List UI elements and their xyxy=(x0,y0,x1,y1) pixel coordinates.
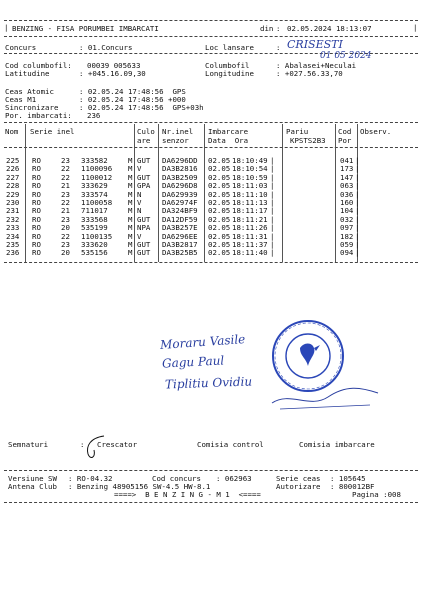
header-top-rule xyxy=(4,20,418,21)
row-sex: M xyxy=(128,156,133,165)
row-sensor: DA3B257E xyxy=(162,223,198,233)
row-sex: M xyxy=(128,198,133,207)
row-year: 21 xyxy=(61,206,70,216)
antena-value: : Benzing 48905156 SW-4.5 HW-8.1 xyxy=(68,482,211,491)
row-sensor: DA3B2509 xyxy=(162,172,198,182)
row-cod-bar: | xyxy=(355,214,360,224)
row-sex: M xyxy=(128,189,133,199)
row-time-bar: | xyxy=(270,206,275,216)
col-sep-2 xyxy=(134,124,135,262)
row-date: 02.05 xyxy=(208,181,231,191)
row-cod-bar: | xyxy=(355,240,360,249)
report-datetime: 02.05.2024 18:13:07 xyxy=(287,24,372,33)
col-header-pariu-1: Pariu xyxy=(286,127,309,136)
row-date: 02.05 xyxy=(208,214,231,224)
row-year: 23 xyxy=(61,240,70,249)
row-year: 21 xyxy=(61,181,70,191)
row-cod: 160 xyxy=(340,198,354,207)
row-sensor: DA12DF59 xyxy=(162,214,198,224)
row-cod: 059 xyxy=(340,240,354,249)
row-nom: 231 xyxy=(6,206,20,216)
row-year: 22 xyxy=(61,172,70,182)
row-sex: M xyxy=(128,164,133,174)
row-time-bar: | xyxy=(270,223,275,233)
signature-3: Tiplitiu Ovidiu xyxy=(164,374,253,392)
row-sensor: DA62974F xyxy=(162,198,198,207)
row-sensor: DA3B2817 xyxy=(162,240,198,249)
row-ring-number: 1100096 xyxy=(81,164,113,174)
autorizare-label: Autorizare xyxy=(276,482,321,491)
sincronizare-value: : 02.05.24 17:48:56 GPS+03h xyxy=(79,103,204,112)
col-header-pariu-2: KPSTS2B3 xyxy=(290,136,326,145)
row-nom: 225 xyxy=(6,156,20,165)
row-sex: M xyxy=(128,240,133,249)
row-time: 18:11:13 xyxy=(232,198,268,207)
loc-lansare-label: Loc lansare xyxy=(205,43,254,52)
row-cod-bar: | xyxy=(355,189,360,199)
row-time-bar: | xyxy=(270,189,275,199)
row-color: V xyxy=(137,231,142,241)
row-nom: 230 xyxy=(6,198,20,207)
table-header-rule xyxy=(4,147,418,148)
row-ring-number: 1100012 xyxy=(81,172,113,182)
page-number: Pagina :008 xyxy=(352,490,401,499)
row-country: RO xyxy=(32,181,41,191)
row-time: 18:10:49 xyxy=(232,156,268,165)
row-cod: 032 xyxy=(340,214,354,224)
row-sensor: DA629939 xyxy=(162,189,198,199)
row-time: 18:11:17 xyxy=(232,206,268,216)
row-cod-bar: | xyxy=(355,231,360,241)
row-nom: 235 xyxy=(6,240,20,249)
table-top-rule xyxy=(4,122,418,123)
row-ring-number: 333574 xyxy=(81,189,108,199)
row-color: GPA xyxy=(137,181,151,191)
comisia-imbarcare-label: Comisia imbarcare xyxy=(299,440,375,449)
row-year: 20 xyxy=(61,223,70,233)
row-time-bar: | xyxy=(270,172,275,182)
col-header-cod-1: Cod xyxy=(338,127,352,136)
signature-1: Moraru Vasile xyxy=(159,332,246,352)
row-time: 18:11:03 xyxy=(232,181,268,191)
row-time: 18:11:10 xyxy=(232,189,268,199)
row-date: 02.05 xyxy=(208,164,231,174)
row-cod: 041 xyxy=(340,156,354,165)
row-sensor: DA324BF9 xyxy=(162,206,198,216)
row-cod: 094 xyxy=(340,248,354,258)
row-cod-bar: | xyxy=(355,223,360,233)
row-time-bar: | xyxy=(270,164,275,174)
row-ring-number: 1100135 xyxy=(81,231,113,241)
row-color: GUT xyxy=(137,156,151,165)
row-country: RO xyxy=(32,189,41,199)
row-cod: 097 xyxy=(340,223,354,233)
semnaturi-label: Semnaturi xyxy=(8,440,49,449)
row-country: RO xyxy=(32,248,41,258)
serie-ceas-label: Serie ceas xyxy=(276,474,321,483)
row-ring-number: 333568 xyxy=(81,214,108,224)
signature-2: Gagu Paul xyxy=(161,353,225,371)
row-time-bar: | xyxy=(270,240,275,249)
col-header-observ: Observ. xyxy=(360,127,392,136)
col-header-cod-2: Por xyxy=(338,136,352,145)
autorizare-value: : 800012BF xyxy=(330,482,375,491)
row-color: GUT xyxy=(137,172,151,182)
date-colon: : xyxy=(276,24,281,33)
table-bottom-rule xyxy=(4,262,418,263)
row-nom: 226 xyxy=(6,164,20,174)
date-label: din xyxy=(260,24,274,33)
row-time-bar: | xyxy=(270,156,275,165)
row-year: 20 xyxy=(61,248,70,258)
col-header-nom: Nom xyxy=(5,127,19,136)
row-color: N xyxy=(137,206,142,216)
row-sex: M xyxy=(128,181,133,191)
footer-bottom-rule xyxy=(4,502,418,503)
ceas-m1-value: : 02.05.24 17:48:56 +000 xyxy=(79,95,186,104)
row-sensor: DA6296D8 xyxy=(162,181,198,191)
row-sensor: DA3B2816 xyxy=(162,164,198,174)
row-sex: M xyxy=(128,214,133,224)
row-time: 18:11:31 xyxy=(232,231,268,241)
row-cod-bar: | xyxy=(355,172,360,182)
longitudine-value: : +027.56.33,70 xyxy=(276,69,343,78)
row-nom: 228 xyxy=(6,181,20,191)
footer-brand-line: ====> B E N Z I N G - M 1 <==== xyxy=(114,490,261,499)
ceas-atomic-label: Ceas Atomic xyxy=(5,87,54,96)
row-country: RO xyxy=(32,172,41,182)
row-date: 02.05 xyxy=(208,248,231,258)
crescator-signature xyxy=(82,432,108,462)
columbofil-value: : Abalasei+Neculai xyxy=(276,61,357,70)
cod-concurs-value: : 062963 xyxy=(216,474,252,483)
row-ring-number: 1100058 xyxy=(81,198,113,207)
col-sep-3 xyxy=(158,124,159,262)
row-ring-number: 535199 xyxy=(81,223,108,233)
ceas-atomic-value: : 02.05.24 17:48:56 GPS xyxy=(79,87,186,96)
row-cod: 182 xyxy=(340,231,354,241)
columbofil-label: Columbofil xyxy=(205,61,250,70)
row-ring-number: 333582 xyxy=(81,156,108,165)
report-title: BENZING - FISA PORUMBEI IMBARCATI xyxy=(12,24,159,33)
crescator-colon: : xyxy=(80,440,85,449)
row-year: 22 xyxy=(61,231,70,241)
col-sep-4 xyxy=(204,124,205,262)
latitudine-label: Latitudine xyxy=(5,69,50,78)
row-cod-bar: | xyxy=(355,248,360,258)
versiune-label: Versiune SW xyxy=(8,474,57,483)
comisia-control-label: Comisia control xyxy=(197,440,264,449)
row-nom: 227 xyxy=(6,172,20,182)
row-cod: 173 xyxy=(340,164,354,174)
serie-ceas-value: : 105645 xyxy=(330,474,366,483)
row-nom: 233 xyxy=(6,223,20,233)
row-year: 23 xyxy=(61,189,70,199)
stamp-seal xyxy=(270,318,346,394)
handwritten-date: 01 05 2024 xyxy=(320,51,372,61)
footer-top-rule xyxy=(4,470,418,471)
row-color: V xyxy=(137,164,142,174)
row-date: 02.05 xyxy=(208,223,231,233)
porumbei-imbarcati-value: 236 xyxy=(87,111,101,120)
row-color: NPA xyxy=(137,223,151,233)
row-cod-bar: | xyxy=(355,198,360,207)
row-color: GUT xyxy=(137,214,151,224)
row-sensor: DA6296DD xyxy=(162,156,198,165)
row-cod: 104 xyxy=(340,206,354,216)
longitudine-label: Longitudine xyxy=(205,69,254,78)
row-sensor: DA6296EE xyxy=(162,231,198,241)
ceas-m1-label: Ceas M1 xyxy=(5,95,37,104)
row-country: RO xyxy=(32,223,41,233)
row-color: GUT xyxy=(137,240,151,249)
row-sex: M xyxy=(128,206,133,216)
cod-concurs-label: Cod concurs xyxy=(152,474,201,483)
row-nom: 234 xyxy=(6,231,20,241)
row-country: RO xyxy=(32,164,41,174)
col-header-culoare-1: Culo xyxy=(137,127,155,136)
row-ring-number: 333629 xyxy=(81,181,108,191)
row-country: RO xyxy=(32,214,41,224)
col-sep-6 xyxy=(335,124,336,262)
row-cod-bar: | xyxy=(355,206,360,216)
row-time: 18:10:54 xyxy=(232,164,268,174)
versiune-value: : RO-04.32 xyxy=(68,474,113,483)
cod-columbofil-label: Cod columbofil: xyxy=(5,61,72,70)
row-sex: M xyxy=(128,231,133,241)
row-time: 18:11:40 xyxy=(232,248,268,258)
row-date: 02.05 xyxy=(208,172,231,182)
row-nom: 236 xyxy=(6,248,20,258)
cod-columbofil-value: 00039 005633 xyxy=(87,61,141,70)
row-ring-number: 711017 xyxy=(81,206,108,216)
row-color: GUT xyxy=(137,248,151,258)
col-header-imbarcare-2: Data Ora xyxy=(208,136,249,145)
header-right-bar: | xyxy=(413,23,418,32)
row-cod: 063 xyxy=(340,181,354,191)
row-time-bar: | xyxy=(270,231,275,241)
row-date: 02.05 xyxy=(208,231,231,241)
row-country: RO xyxy=(32,240,41,249)
col-header-culoare-2: are xyxy=(137,136,151,145)
row-ring-number: 333620 xyxy=(81,240,108,249)
row-date: 02.05 xyxy=(208,156,231,165)
row-time-bar: | xyxy=(270,214,275,224)
row-time: 18:10:59 xyxy=(232,172,268,182)
loc-lansare-colon: : xyxy=(276,43,281,52)
row-time: 18:11:26 xyxy=(232,223,268,233)
sincronizare-label: Sincronizare xyxy=(5,103,59,112)
row-date: 02.05 xyxy=(208,206,231,216)
handwritten-place: CRISESTI xyxy=(287,38,343,51)
row-nom: 229 xyxy=(6,189,20,199)
row-cod-bar: | xyxy=(355,164,360,174)
row-date: 02.05 xyxy=(208,240,231,249)
row-time: 18:11:21 xyxy=(232,214,268,224)
row-time-bar: | xyxy=(270,181,275,191)
row-ring-number: 535156 xyxy=(81,248,108,258)
row-cod-bar: | xyxy=(355,156,360,165)
row-country: RO xyxy=(32,198,41,207)
row-country: RO xyxy=(32,156,41,165)
concurs-label: Concurs xyxy=(5,43,37,52)
row-year: 22 xyxy=(61,198,70,207)
row-cod-bar: | xyxy=(355,181,360,191)
col-header-imbarcare-1: Imbarcare xyxy=(208,127,249,136)
col-header-nrinel-1: Nr.inel xyxy=(162,127,194,136)
row-year: 23 xyxy=(61,156,70,165)
row-country: RO xyxy=(32,231,41,241)
header-left-bar: | xyxy=(4,23,9,32)
row-sensor: DA3B25B5 xyxy=(162,248,198,258)
row-time: 18:11:37 xyxy=(232,240,268,249)
col-sep-5 xyxy=(282,124,283,262)
concurs-value: : 01.Concurs xyxy=(79,43,133,52)
row-sex: M xyxy=(128,223,133,233)
row-date: 02.05 xyxy=(208,198,231,207)
col-sep-1 xyxy=(25,124,26,262)
row-sex: M xyxy=(128,172,133,182)
row-country: RO xyxy=(32,206,41,216)
row-year: 23 xyxy=(61,214,70,224)
row-cod: 147 xyxy=(340,172,354,182)
header-bottom-rule xyxy=(4,36,418,37)
row-color: V xyxy=(137,198,142,207)
row-time-bar: | xyxy=(270,198,275,207)
row-color: N xyxy=(137,189,142,199)
latitudine-value: : +045.16.09,30 xyxy=(79,69,146,78)
row-year: 22 xyxy=(61,164,70,174)
row-date: 02.05 xyxy=(208,189,231,199)
porumbei-imbarcati-label: Por. imbarcati: xyxy=(5,111,72,120)
antena-label: Antena Club xyxy=(8,482,57,491)
row-cod: 036 xyxy=(340,189,354,199)
col-header-serie: Serie inel xyxy=(30,127,75,136)
crescator-label: Crescator xyxy=(97,440,138,449)
row-nom: 232 xyxy=(6,214,20,224)
row-sex: M xyxy=(128,248,133,258)
col-header-nrinel-2: senzor xyxy=(162,136,189,145)
row-time-bar: | xyxy=(270,248,275,258)
